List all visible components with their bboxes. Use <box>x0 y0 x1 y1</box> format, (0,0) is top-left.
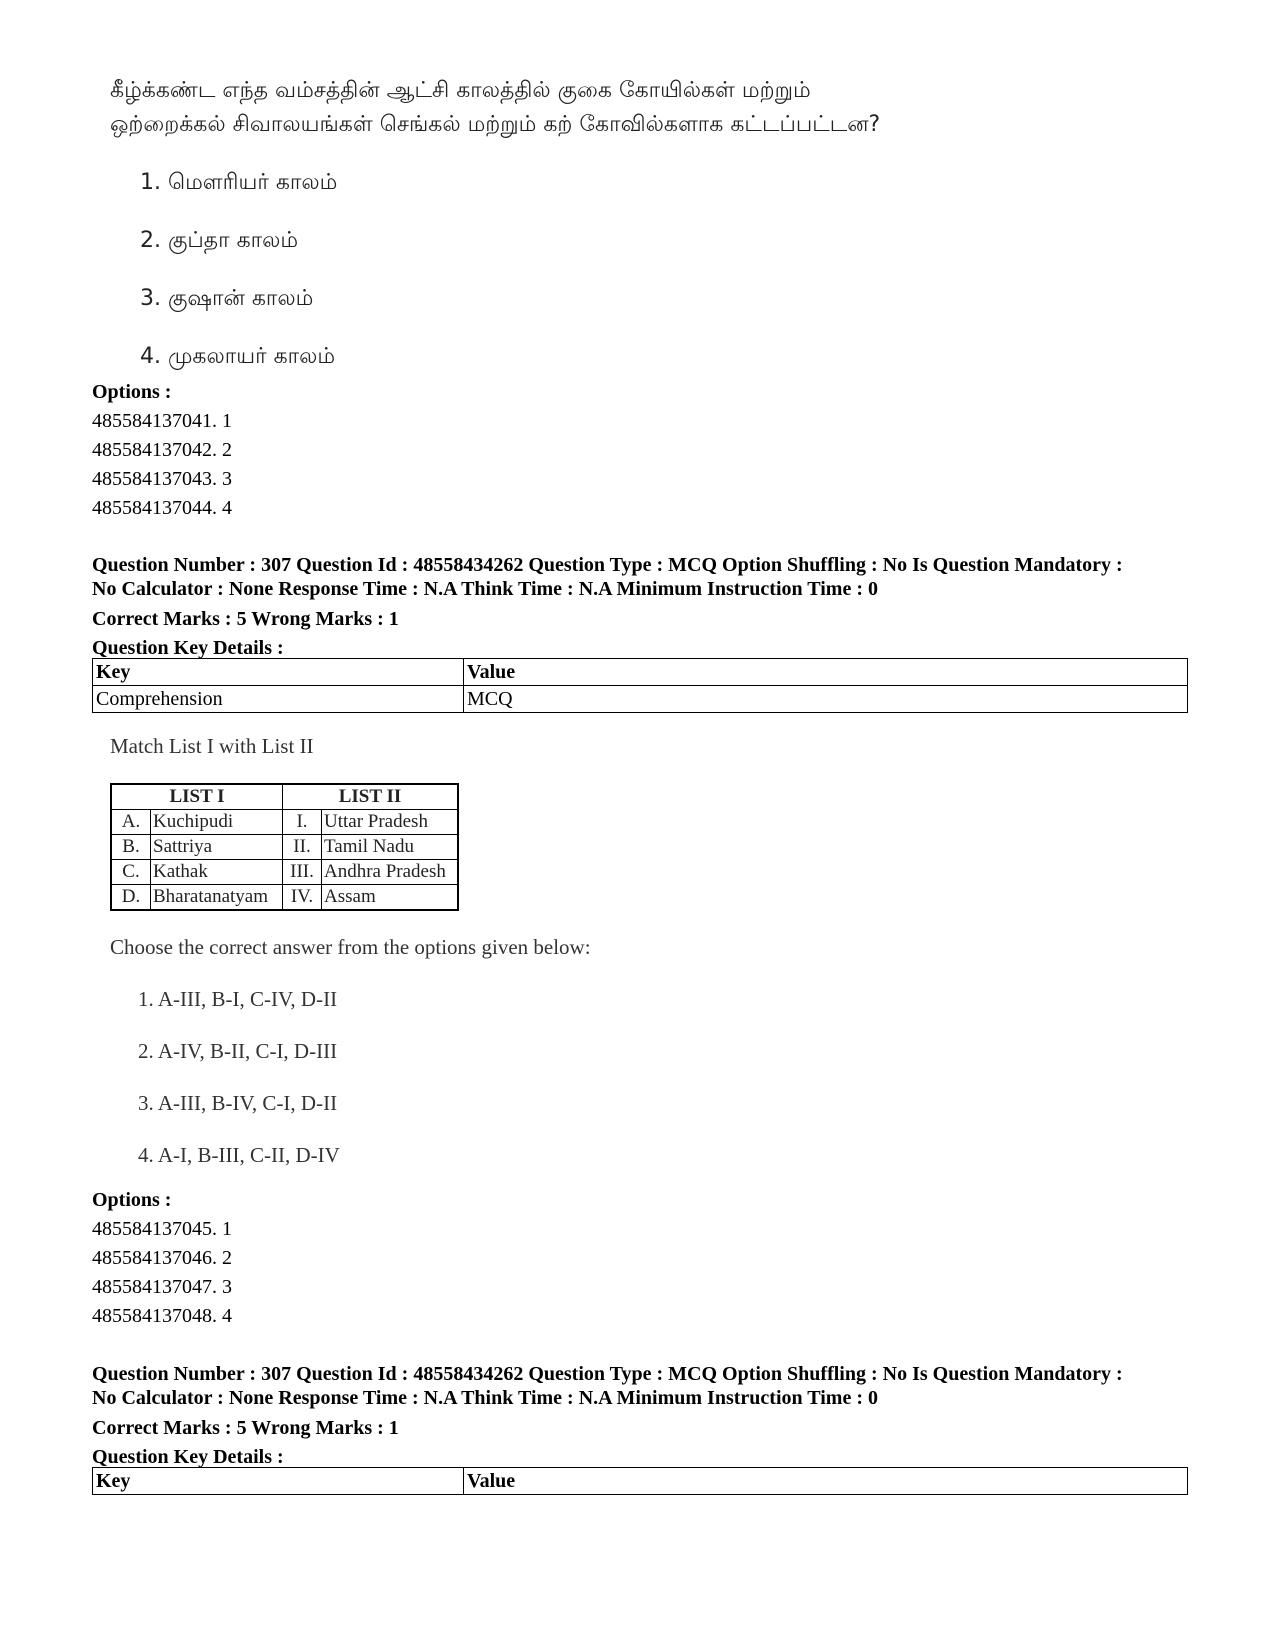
question-text <box>110 74 1190 142</box>
key-details-table <box>92 1467 1188 1495</box>
table-row <box>111 860 458 885</box>
choice-item: 1. மௌரியர் காலம் <box>140 170 338 195</box>
match-intro: Match List I with List II <box>110 734 314 758</box>
table-row <box>111 885 458 911</box>
list-cell: Kathak <box>151 860 283 885</box>
meta-line: No Calculator : None Response Time : N.A Think Time : N.A Minimum Instruction Time : 0 <box>92 578 878 600</box>
choice-item: 4. முகலாயர் காலம் <box>140 344 336 369</box>
choice-item: 1. A-III, B-I, C-IV, D-II <box>138 987 338 1011</box>
list-cell: B. <box>111 835 151 860</box>
match-lists-table <box>110 783 459 911</box>
option-item: 485584137046. 2 <box>92 1247 232 1269</box>
choice-item: 2. குப்தா காலம் <box>140 228 299 253</box>
options-label: Options : <box>92 381 172 403</box>
table-row <box>111 784 458 810</box>
list-cell: IV. <box>283 885 322 911</box>
list-cell: C. <box>111 860 151 885</box>
choice-item: 3. குஷான் காலம் <box>140 286 314 311</box>
question-line: கீழ்க்கண்ட எந்த வம்சத்தின் ஆட்சி காலத்தில் குகை கோயில்கள் மற்றும் <box>110 78 811 103</box>
option-item: 485584137043. 3 <box>92 468 232 490</box>
key-details-label: Question Key Details : <box>92 1446 284 1468</box>
list-cell: Kuchipudi <box>151 810 283 835</box>
table-row <box>93 659 1188 686</box>
list-cell: II. <box>283 835 322 860</box>
question-line: ஒற்றைக்கல் சிவாலயங்கள் செங்கல் மற்றும் கற் கோவில்களாக கட்டப்பட்டன? <box>110 112 881 137</box>
choice-item: 3. A-III, B-IV, C-I, D-II <box>138 1091 338 1115</box>
key-details-table <box>92 658 1188 713</box>
table-cell-value: MCQ <box>464 686 1188 713</box>
option-item: 485584137042. 2 <box>92 439 232 461</box>
marks-line: Correct Marks : 5 Wrong Marks : 1 <box>92 608 399 630</box>
options-list <box>92 378 232 523</box>
options-label: Options : <box>92 1189 172 1211</box>
list-cell: I. <box>283 810 322 835</box>
choice-item: 4. A-I, B-III, C-II, D-IV <box>138 1143 340 1167</box>
choice-item: 2. A-IV, B-II, C-I, D-III <box>138 1039 338 1063</box>
option-item: 485584137047. 3 <box>92 1276 232 1298</box>
choose-instruction: Choose the correct answer from the options given below: <box>110 935 591 959</box>
list-cell: III. <box>283 860 322 885</box>
options-list <box>92 1186 232 1331</box>
list2-header: LIST II <box>283 784 459 810</box>
list-cell: Uttar Pradesh <box>322 810 459 835</box>
table-row <box>93 686 1188 713</box>
meta-line: Question Number : 307 Question Id : 48558434262 Question Type : MCQ Option Shuffling : No Is Question Mandatory : <box>92 554 1123 576</box>
meta-line: No Calculator : None Response Time : N.A Think Time : N.A Minimum Instruction Time : 0 <box>92 1387 878 1409</box>
list-cell: A. <box>111 810 151 835</box>
list-cell: Tamil Nadu <box>322 835 459 860</box>
option-item: 485584137041. 1 <box>92 410 232 432</box>
table-header-key: Key <box>93 659 464 686</box>
option-item: 485584137048. 4 <box>92 1305 232 1327</box>
list-cell: Assam <box>322 885 459 911</box>
question-choices <box>140 168 337 400</box>
question-meta <box>92 553 1202 663</box>
meta-line: Question Number : 307 Question Id : 48558434262 Question Type : MCQ Option Shuffling : No Is Question Mandatory : <box>92 1363 1123 1385</box>
option-item: 485584137045. 1 <box>92 1218 232 1240</box>
list-cell: D. <box>111 885 151 911</box>
list-cell: Bharatanatyam <box>151 885 283 911</box>
table-row <box>93 1468 1188 1495</box>
marks-line: Correct Marks : 5 Wrong Marks : 1 <box>92 1417 399 1439</box>
option-item: 485584137044. 4 <box>92 497 232 519</box>
table-header-value: Value <box>464 1468 1188 1495</box>
table-cell-key: Comprehension <box>93 686 464 713</box>
key-details-label: Question Key Details : <box>92 637 284 659</box>
table-row <box>111 835 458 860</box>
table-header-value: Value <box>464 659 1188 686</box>
question-meta <box>92 1362 1202 1472</box>
table-header-key: Key <box>93 1468 464 1495</box>
question-choices <box>138 984 340 1192</box>
list-cell: Andhra Pradesh <box>322 860 459 885</box>
table-row <box>111 810 458 835</box>
list-cell: Sattriya <box>151 835 283 860</box>
list1-header: LIST I <box>111 784 283 810</box>
